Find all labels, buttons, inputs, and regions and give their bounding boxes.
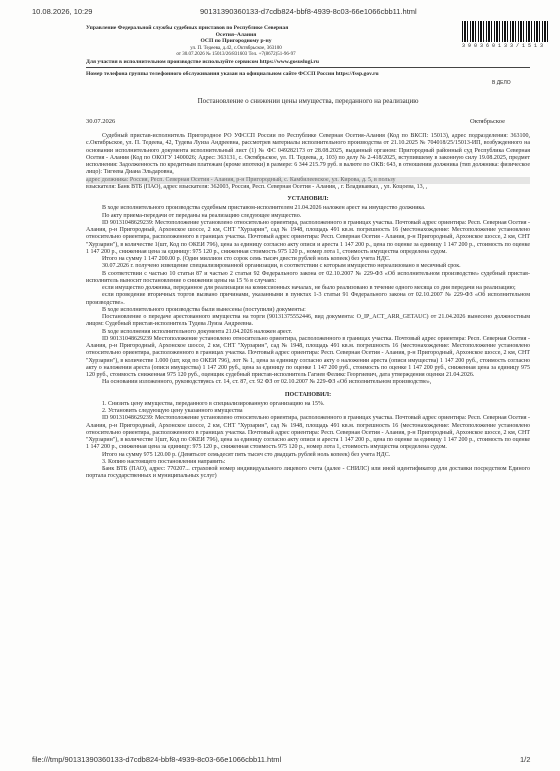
established-paragraph: ID 90131048629239: Местоположение установлено относительно ориентира, расположенного в границах участка. Почтовый адрес ориентира: Респ. Северная Осетия - Алания, р-н Пригородный, Архонское шоссе, 2 км, СНТ "Хурзарин", сад № 1948, площадь 491 кв.м. погрешность 16 (местонахождение: Местоположение установлено относительно ориентира, расположенного в границах участка. Почтовый адрес ориентира: Респ. Северная Осетия - Алания, р-н Пригородный, Архонское шоссе, 2 км, СНТ "Хурзарин"), в количестве 1(шт, Код по ОКЕИ 796), цена за единицу согласно акту описи и ареста 1 147 200 р., цена по оценке за единицу 1 147 200 р., стоимость по оценке 1 147 200 р., сниженная цена за единицу: 975 120 р., сниженная стоимость 975 120 р., номер лота 1, стоимость имущества определена судом. <box>86 219 530 255</box>
org-line-2: Осетия–Алания <box>215 31 257 38</box>
org-address <box>86 46 386 58</box>
print-timestamp: 10.08.2026, 10:29 <box>32 7 93 16</box>
resolved-paragraph: ID 90131048629239: Местоположение установлено относительно ориентира, расположенного в границах участка. Почтовый адрес ориентира: Респ. Северная Осетия - Алания, р-н Пригородный, Архонское шоссе, 2 км, СНТ "Хурзарин", сад № 1948, площадь 491 кв.м. погрешность 16 (местонахождение: Местоположение установлено относительно ориентира, расположенного в границах участка. Почтовый адрес ориентира: Респ. Северная Осетия - Алания, р-н Пригородный, Архонское шоссе, 2 км, СНТ "Хурзарин"), в количестве 1(шт, Код по ОКЕИ 796), цена за единицу согласно акту описи и ареста 1 147 200 р., цена по оценке за единицу 1 147 200 р., стоимость по оценке 1 147 200 р., сниженная цена за единицу: 975 120 р., сниженная стоимость 975 120 р., номер лота 1, стоимость имущества определена судом. <box>86 415 530 451</box>
established-paragraph: В ходе исполнительного производства были вынесены (поступили) документы: <box>102 306 306 313</box>
address-line-1: ул. П. Тедеева, д.42, с.Октябрьское, 363100 <box>190 46 282 51</box>
resolved-paragraph: 2. Установить следующую цену указанного имущества <box>102 408 243 414</box>
document-title: Постановление о снижении цены имущества, переданного на реализацию <box>197 97 419 105</box>
resolved-paragraph: 1. Снизить цену имущества, переданного в специализированную организацию на 15%. <box>102 400 325 407</box>
divider <box>86 67 530 68</box>
resolved-paragraph: Итого на сумму 975 120.00 р. (Девятьсот семьдесят пять тысяч сто двадцать рублей ноль копеек) без учета НДС. <box>102 451 391 458</box>
established-paragraph: В соответствии с частью 10 статьи 87 и частью 2 статьи 92 Федерального закона от 02.10.2007 № 229-ФЗ «Об исполнительном производстве» судебный пристав-исполнитель выносит постановление о снижении цены на 15 % в случаях: <box>86 270 530 284</box>
intro-paragraph: Судебный пристав-исполнитель Пригородное РО УФССП России по Республике Северная Осетия-Алания (Код по ВКСП: 15013), адрес подразделения: 363100, с.Октябрьское, ул. П. Тедеева, 42, Тудева Луиза Андреевна, рассмотрев материалы исполнительного производства от 21.10.2025 № 704018/25/15013-ИП, возбужденного на основании исполнительного документа исполнительный лист (1) № ФС 049282173 от 28.08.2025, выданный органом: Пригородный районный суд Республика Северная Осетия - Алания (Код по ОКОГУ 1400026; Адрес: 363131, с. Октябрьское, ул. П. Тедеева, д. 103) по делу № 2-418/2025, вступившему в законную силу 19.08.2025, предмет исполнения: Задолженность по кредитным платежам (кроме ипотеки) в размере: 6 344 215.79 руб. в валюте по ОКВ: 643, в отношении должника (тип должника: физическое лицо): Тигеева Диана Эльдаровна, <box>86 133 530 176</box>
established-paragraph: По акту приема-передачи от переданы на реализацию следующее имущество. <box>102 212 302 219</box>
established-paragraph: На основании изложенного, руководствуясь ст. 14, ст. 87, ст. 92 ФЗ от 02.10.2007 № 229-ФЗ «Об исполнительном производстве», <box>102 379 432 386</box>
established-paragraph: В ходе исполнительного производства судебным приставом-исполнителем 21.04.2026 наложен арест на имущество должника. <box>102 205 426 212</box>
document-body <box>86 133 530 481</box>
v-delo-stamp: В ДЕЛО <box>492 80 511 86</box>
established-paragraph: Итого на сумму 1 147 200.00 р. (Один миллион сто сорок семь тысяч двести рублей ноль копеек) без учета НДС. <box>102 256 391 262</box>
resolved-paragraph: Банк ВТБ (ПАО), адрес: 770207... страховой номер индивидуального лицевого счета (далее - СНИЛС) или иной идентификатор для доставки посредством Единого портала государственных и муниципальных услуг) <box>86 466 530 480</box>
address-line-2: от 30.07.2026 № 15013/26/831603 Тел. +7(8672)51-96-97 <box>176 52 296 57</box>
barcode-number: 3 9 0 3 6 0 1 3 3 / 1 5 1 3 <box>462 43 544 49</box>
org-line-1: Управление Федеральной службы судебных приставов по Республике Северная <box>86 25 289 31</box>
osp-name: ОСП по Пригородному р-ну <box>200 38 272 45</box>
section-established: УСТАНОВИЛ: <box>287 196 329 202</box>
org-header <box>86 25 386 45</box>
barcode-image <box>462 21 550 42</box>
hotline-notice: Номер телефона группы телефонного обслуживания указан на официальном сайте ФССП России https://fssp.gov.ru <box>86 71 379 77</box>
established-paragraph: если проведение вторичных торгов вызвано причинами, указанными в пунктах 1-3 статьи 91 Федерального закона от 02.10.2007 № 229-ФЗ «Об исполнительном производстве». <box>86 292 530 306</box>
print-tab-title: 90131390360133-d7cdb824-bbf8-4939-8c03-66e1066cbb11.html <box>200 7 417 16</box>
established-paragraph: если имущество должника, переданное для реализации на комиссионных началах, не было реализовано в течение одного месяца со дня передачи на реализацию; <box>102 285 516 291</box>
debtor-address: адрес должника: Россия, Респ. Северная Осетия - Алания, р-н Пригородный, с. Камбилеевское, ул. Кирова, д. 5, в пользу <box>86 177 530 184</box>
established-paragraph: ID 90131048629239 Местоположение установлено относительно ориентира, расположенного в границах участка. Почтовый адрес ориентира: Респ. Северная Осетия - Алания, р-н Пригородный, Архонское шоссе, 2 км, СНТ "Хурзарин", сад № 1948, площадь 491 кв.м. погрешность 16 (местонахождение: Местоположение установлено относительно ориентира, расположенного в границах участка. Почтовый адрес ориентира: Респ. Северная Осетия - Алания, р-н Пригородный, Архонское шоссе, 2 км, СНТ "Хурзарин"), в количестве 1.000 (шт, код по ОКЕИ 796), лот № 1, цена за единицу согласно акту о наложении ареста (описи имущества) 1 147 200 руб., стоимость согласно акту о наложении ареста (описи имущества) 1 147 200 руб., цена за единицу по оценке 1 147 200 руб., стоимость по оценке 1 147 200 руб., сниженная цена за единицу 975 120 руб., стоимость сниженная 975 120 руб., оценщик судебный пристав-исполнитель Гагиев Феликс Георгиевич, дата утверждения оценки 21.04.2026. <box>86 335 530 378</box>
document-date: 30.07.2026 <box>86 118 116 125</box>
resolved-paragraph: 3. Копию настоящего постановления направить: <box>102 458 226 465</box>
print-page-count: 1/2 <box>520 755 531 764</box>
print-footer-url: file:///tmp/90131390360133-d7cdb824-bbf8-4939-8c03-66e1066cbb11.html <box>32 755 282 764</box>
gosuslugi-notice: Для участия в исполнительном производстве используйте сервисом https://www.gosuslugi.ru <box>86 59 319 65</box>
document-place: Октябрьское <box>470 118 505 125</box>
established-paragraph: 30.07.2026 г. получено извещение специализированной организации, в соответствии с которым имущество нереализовано в месячный срок. <box>102 263 461 270</box>
established-paragraph: В ходе исполнения исполнительного документа 21.04.2026 наложен арест. <box>102 328 293 335</box>
established-paragraph: Постановление о передаче арестованного имущества на торги (90131375552446, вид документа: O_IP_ACT_ARR_GETAUC) от 21.04.2026 вынесено должностным лицом: Судебный пристав-исполнитель Тудева Луиза Андреевна. <box>86 314 530 328</box>
creditor-line: взыскателя: Банк ВТБ (ПАО), адрес взыскателя: 362003, Россия, Респ. Северная Осетия - Алания, , г. Владикавказ, , ул. Коцоева, 13, , <box>86 183 428 190</box>
section-resolved: ПОСТАНОВИЛ: <box>284 391 332 398</box>
barcode <box>462 21 550 49</box>
